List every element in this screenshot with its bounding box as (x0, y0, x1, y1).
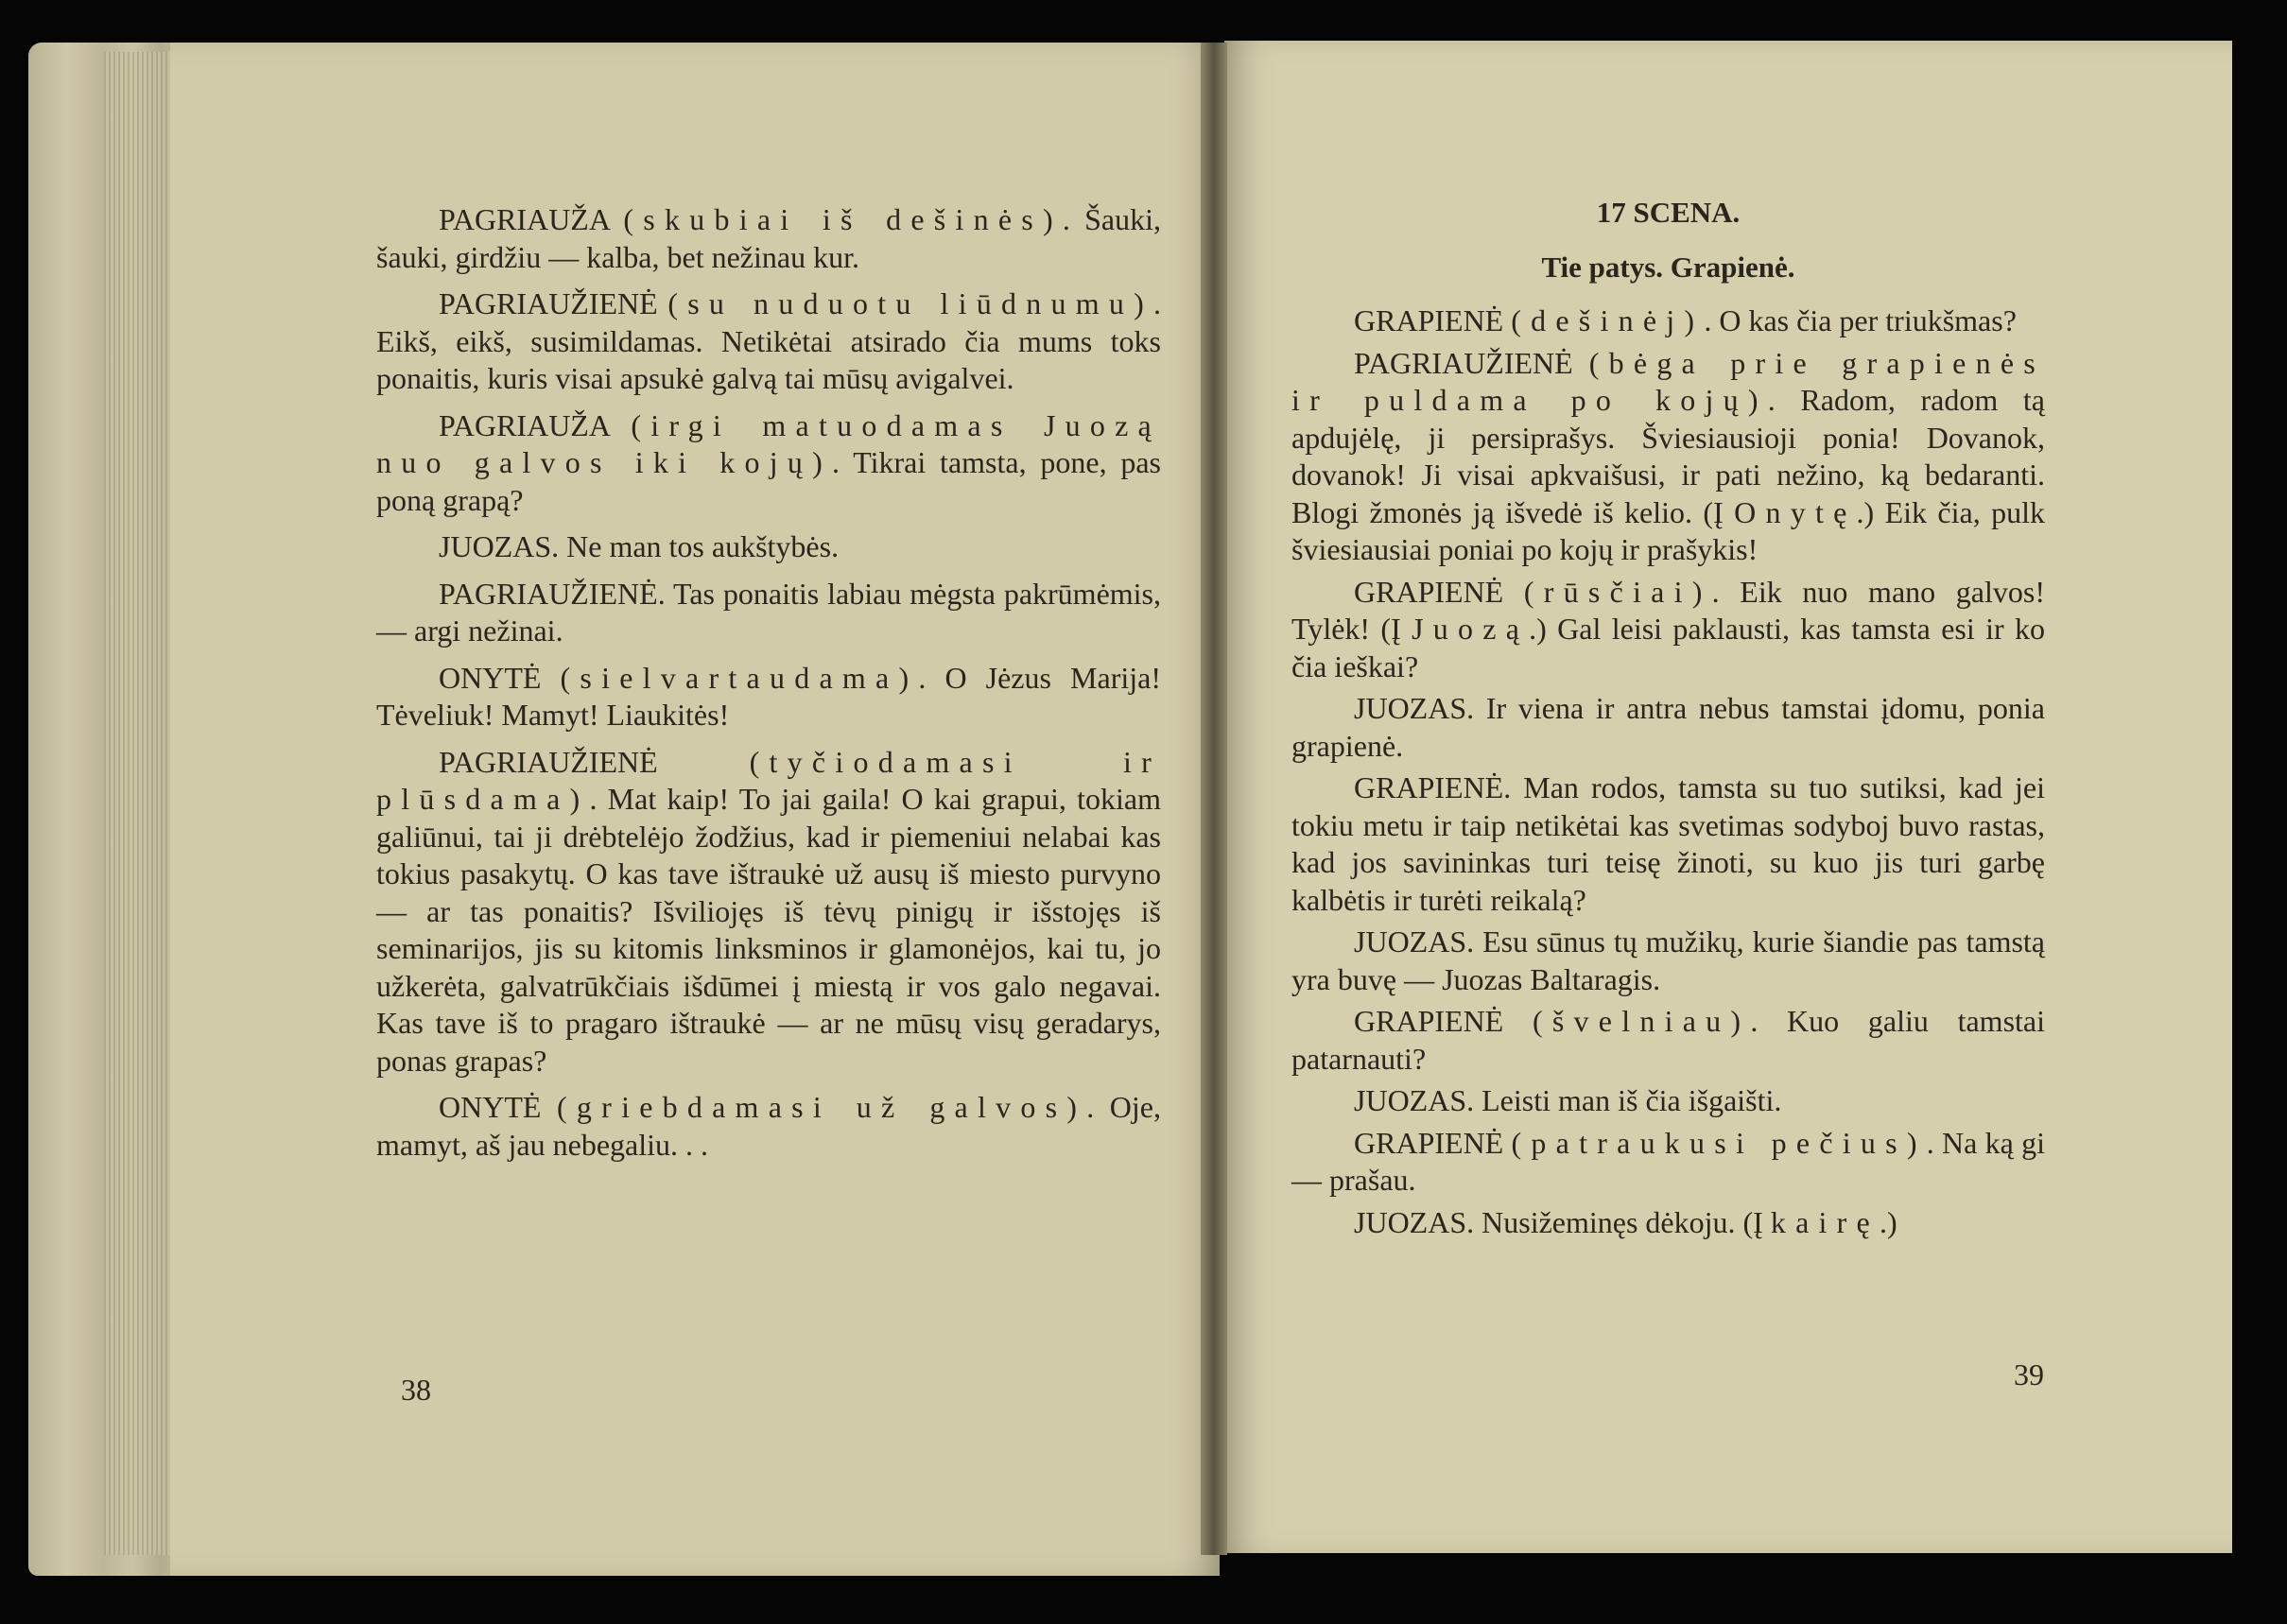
book-gutter (1201, 43, 1227, 1555)
dialogue-text: . Oje, mamyt, aš jau nebegaliu. . . (376, 1090, 1162, 1162)
dialogue-paragraph (1291, 1125, 2045, 1200)
dialogue-text: . Mat kaip! To jai gaila! O kai grapui, tokiam galiūnui, tai ji drėbtelėjo žodžius, kad ir piemeniui nelabai kas tokius pasakytų. O kas tave ištraukė už ausų iš miesto purvyno — ar tas ponaitis? Išviliojęs iš tėvų pinigų ir išstojęs iš seminarijos, jis su kitomis linksminos ir glamonėjos, kai tu, jo užkerėta, galvatrūkčiais išdūmei į miestą ir vos galo negavai. Kas tave iš to pragaro ištraukė — ar ne mūsų visų geradarys, ponas grapas? (376, 782, 1161, 1078)
page-number-left: 38 (401, 1373, 431, 1407)
dialogue-paragraph (376, 744, 1161, 1080)
dialogue-paragraph (376, 528, 1161, 566)
dialogue-text: JUOZAS. Nusižeminęs dėkoju. (Į (1354, 1204, 1771, 1239)
dialogue-paragraph (376, 576, 1161, 650)
dialogue-text: JUOZAS. Ir viena ir antra nebus tamstai įdomu, ponia grapienė. (1291, 691, 2045, 763)
dialogue-text: . Na ką gi — prašau. (1291, 1125, 2046, 1197)
stage-direction: (sielvartaudama) (560, 660, 919, 695)
dialogue-paragraph (1291, 769, 2045, 919)
dialogue-text: JUOZAS. Leisti man iš čia išgaišti. (1354, 1083, 1782, 1117)
dialogue-text: PAGRIAUŽIENĖ (1354, 345, 1589, 380)
dialogue-text: GRAPIENĖ (1354, 1004, 1533, 1038)
dialogue-text: GRAPIENĖ (1354, 574, 1524, 609)
dialogue-paragraph (1291, 1003, 2045, 1078)
dialogue-text: . Šauki, šauki, girdžiu — kalba, bet nežinau kur. (376, 202, 1161, 274)
left-page-text (376, 201, 1161, 1173)
dialogue-paragraph (376, 1089, 1161, 1164)
dialogue-paragraph (1291, 924, 2045, 998)
dialogue-text: PAGRIAUŽA (439, 202, 624, 236)
dialogue-text: GRAPIENĖ (1354, 303, 1512, 337)
stage-direction: (patraukusi pečius) (1511, 1125, 1927, 1160)
stage-direction: (su nuduotu liūdnumu) (667, 286, 1153, 320)
dialogue-text: . Radom, radom tą apdujėlę, ji persiprašys. Šviesiausioji ponia! Dovanok, dovanok! Ji visai apkvaišusi, ir pati nežino, ką bedaranti. Blogi žmonės ją išvedė iš kelio. (Į (1291, 383, 2045, 529)
dialogue-paragraph (376, 201, 1161, 276)
stage-direction: Onytę (1734, 494, 1857, 529)
dialogue-text: JUOZAS. Esu sūnus tų mužikų, kurie šiandie pas tamstą yra buvę — Juozas Baltaragis. (1291, 924, 2045, 996)
stage-direction: (tyčiodamasi ir plūsdama) (376, 744, 1161, 816)
dialogue-text: .) Gal leisi paklausti, kas tamsta esi ir ko čia ieškai? (1291, 612, 2046, 683)
dialogue-paragraph (376, 285, 1161, 398)
dialogue-paragraph (1291, 690, 2045, 765)
dialogue-paragraph (1291, 302, 2045, 340)
dialogue-text: . Eikš, eikš, susimildamas. Netikėtai atsirado čia mums toks ponaitis, kuris visai apsukė galvą tai mūsų avigalvei. (376, 286, 1161, 395)
dialogue-text: . Tikrai tamsta, pone, pas poną grapą? (376, 445, 1161, 517)
stage-direction: (dešinėj) (1511, 303, 1705, 337)
dialogue-paragraph (1291, 345, 2045, 569)
dialogue-text: JUOZAS. Ne man tos aukštybės. (439, 529, 840, 563)
dialogue-text: PAGRIAUŽIENĖ (439, 286, 668, 320)
dialogue-paragraph (1291, 1082, 2045, 1120)
dialogue-text: GRAPIENĖ (1354, 1125, 1512, 1160)
stage-direction: (bėga prie grapienės ir puldama po kojų) (1291, 345, 2045, 417)
dialogue-text: .) (1879, 1204, 1897, 1239)
stage-direction: (irgi matuodamas Juozą nuo galvos iki kojų) (376, 407, 1161, 479)
dialogue-text: . O kas čia per triukšmas? (1704, 303, 2017, 337)
dialogue-text: ONYTĖ (439, 660, 561, 695)
right-page-text (1291, 194, 2045, 1246)
dialogue-text: PAGRIAUŽA (439, 407, 632, 442)
dialogue-text: PAGRIAUŽIENĖ. Tas ponaitis labiau mėgsta pakrūmėmis, — argi nežinai. (376, 576, 1161, 648)
stage-direction: (rūsčiai) (1523, 574, 1712, 609)
dialogue-paragraph (376, 660, 1161, 734)
dialogue-text: .) Eik čia, pulk šviesiausiai poniai po kojų ir prašykis! (1291, 494, 2046, 566)
dialogue-paragraph (1291, 574, 2045, 686)
dialogue-text: . Kuo galiu tamstai patarnauti? (1291, 1004, 2046, 1076)
stage-direction: Juozą (1412, 612, 1530, 646)
stage-direction: (skubiai iš dešinės) (623, 202, 1063, 236)
stage-direction: kairę (1770, 1204, 1880, 1239)
dialogue-text: ONYTĖ (439, 1090, 558, 1124)
dialogue-text: PAGRIAUŽIENĖ (439, 744, 750, 779)
dialogue-paragraph (376, 407, 1161, 520)
stage-direction: (švelniau) (1532, 1004, 1751, 1038)
dialogue-text: GRAPIENĖ. Man rodos, tamsta su tuo sutiksi, kad jei tokiu metu ir taip netikėtai kas svetimas sodyboj buvo rastas, kad jos savininkas turi teisę žinoti, su kuo jis turi garbę kalbėtis ir turėti reikalą? (1291, 770, 2045, 917)
page-number-right: 39 (2014, 1357, 2044, 1391)
scene-subtitle: Tie patys. Grapienė. (1541, 250, 1795, 284)
dialogue-text: . O Jėzus Marija! Tėveliuk! Mamyt! Liaukitės! (376, 660, 1162, 732)
stage-direction: (griebdamasi už galvos) (557, 1090, 1087, 1124)
scene-title: 17 SCENA. (1596, 196, 1741, 229)
dialogue-text: . Eik nuo mano galvos! Tylėk! (Į (1291, 574, 2046, 646)
dialogue-paragraph (1291, 1204, 2045, 1242)
